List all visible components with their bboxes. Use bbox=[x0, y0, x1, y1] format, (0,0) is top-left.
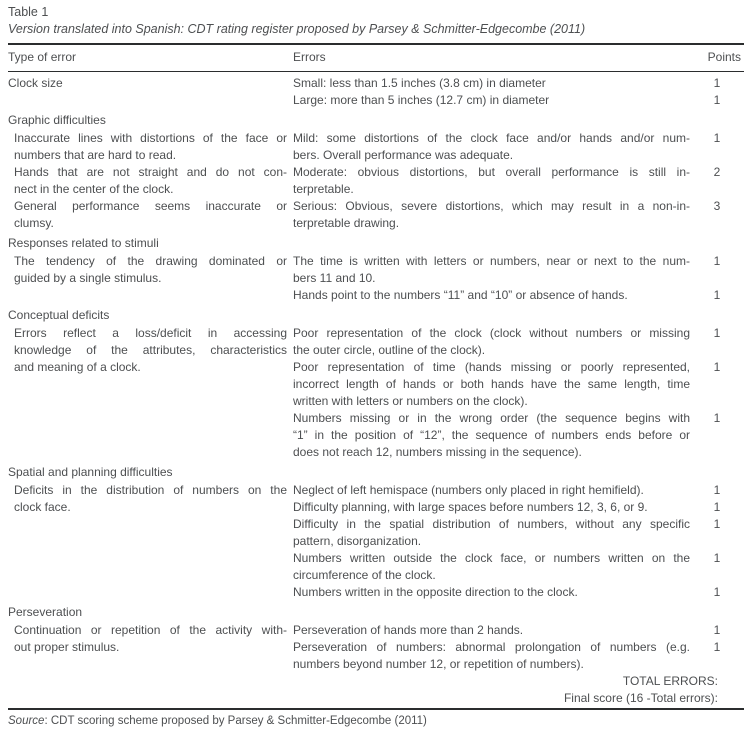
section-columns bbox=[8, 75, 744, 109]
source-label: Source bbox=[8, 715, 45, 727]
error-line: does not reach 12, numbers missing in the sequence). bbox=[293, 445, 582, 459]
error-text bbox=[293, 198, 690, 232]
error-text bbox=[293, 130, 690, 164]
points-value: 1 bbox=[713, 360, 721, 374]
type-description-line: knowledge of the attributes, characteristics bbox=[14, 343, 287, 357]
points-value: 1 bbox=[713, 254, 721, 268]
error-row bbox=[293, 499, 744, 516]
error-row bbox=[293, 482, 744, 499]
error-line: circumference of the clock. bbox=[293, 568, 436, 582]
error-line: written with letters or numbers on the clock). bbox=[293, 394, 528, 408]
points-value: 1 bbox=[713, 93, 721, 107]
column-header-type-of-error: Type of error bbox=[8, 50, 77, 64]
error-text bbox=[293, 516, 690, 550]
error-text bbox=[293, 92, 690, 109]
error-line: Difficulty in the spatial distribution of numbers, without any specific bbox=[293, 517, 690, 531]
final-score-row: Final score (16 -Total errors): bbox=[563, 691, 718, 705]
type-description-line: guided by a single stimulus. bbox=[14, 271, 162, 285]
error-line: Difficulty planning, with large spaces before numbers 12, 3, 6, or 9. bbox=[293, 500, 648, 514]
section-title: Responses related to stimuli bbox=[8, 236, 159, 250]
error-text bbox=[293, 287, 690, 304]
error-line: Perseveration of hands more than 2 hands. bbox=[293, 623, 524, 637]
points-value: 2 bbox=[713, 165, 721, 179]
error-line: Numbers written in the opposite direction to the clock. bbox=[293, 585, 578, 599]
section-spatial-and-planning-difficulties bbox=[8, 464, 744, 601]
error-line: bers 11 and 10. bbox=[293, 271, 376, 285]
error-row bbox=[293, 164, 744, 198]
type-description-line: out proper stimulus. bbox=[14, 640, 120, 654]
error-row bbox=[293, 198, 744, 232]
error-line: Small: less than 1.5 inches (3.8 cm) in diameter bbox=[293, 76, 546, 90]
section-title: Conceptual deficits bbox=[8, 308, 110, 322]
error-row bbox=[293, 253, 744, 287]
type-description-line: numbers that are hard to read. bbox=[14, 148, 177, 162]
error-row bbox=[293, 550, 744, 584]
error-line: terpretable. bbox=[293, 182, 354, 196]
table-header-row bbox=[8, 45, 744, 72]
column-header-points: Points bbox=[707, 50, 741, 64]
type-of-error-cell bbox=[8, 75, 287, 109]
type-description-line: clumsy. bbox=[14, 216, 54, 230]
error-text bbox=[293, 639, 690, 673]
error-line: Numbers written outside the clock face, or numbers written on the bbox=[293, 551, 690, 565]
error-row bbox=[293, 75, 744, 92]
points-value: 1 bbox=[713, 483, 721, 497]
error-text bbox=[293, 584, 690, 601]
error-line: incorrect length of hands or both hands have the same length, time bbox=[293, 377, 690, 391]
error-row bbox=[293, 639, 744, 673]
errors-cell-group bbox=[293, 622, 744, 673]
error-line: bers. Overall performance was adequate. bbox=[293, 148, 514, 162]
error-text bbox=[293, 359, 690, 410]
section-columns bbox=[8, 482, 744, 601]
error-row bbox=[293, 325, 744, 359]
section-perseveration bbox=[8, 604, 744, 673]
section-conceptual-deficits bbox=[8, 307, 744, 461]
type-of-error-cell bbox=[8, 622, 287, 673]
type-description-line: Errors reflect a loss/deficit in accessing bbox=[14, 326, 287, 340]
section-graphic-difficulties bbox=[8, 112, 744, 232]
error-row bbox=[293, 410, 744, 461]
section-columns bbox=[8, 253, 744, 304]
error-line: Numbers missing or in the wrong order (the sequence begins with bbox=[293, 411, 690, 425]
type-of-error-cell bbox=[8, 325, 287, 461]
error-line: Perseveration of numbers: abnormal prolongation of numbers (e.g. bbox=[293, 640, 690, 654]
error-row bbox=[293, 92, 744, 109]
error-line: Neglect of left hemispace (numbers only placed in right hemifield). bbox=[293, 483, 644, 497]
points-value: 1 bbox=[713, 517, 721, 531]
error-line: Mild: some distortions of the clock face and/or hands and/or num- bbox=[293, 131, 690, 145]
error-text bbox=[293, 410, 690, 461]
section-columns bbox=[8, 325, 744, 461]
section-title: Spatial and planning difficulties bbox=[8, 465, 173, 479]
table-number: Table 1 bbox=[8, 5, 49, 19]
errors-cell-group bbox=[293, 75, 744, 109]
error-line: pattern, disorganization. bbox=[293, 534, 422, 548]
errors-cell-group bbox=[293, 130, 744, 232]
type-of-error-cell bbox=[8, 482, 287, 601]
error-line: “1” in the position of “12”, the sequence of numbers ends before or bbox=[293, 428, 690, 442]
type-description-line: Hands that are not straight and do not con- bbox=[14, 165, 287, 179]
points-value: 1 bbox=[713, 551, 721, 565]
cdt-rating-table bbox=[8, 43, 744, 710]
error-line: the outer circle, outline of the clock). bbox=[293, 343, 486, 357]
type-description-line: clock face. bbox=[14, 500, 71, 514]
type-of-error-cell bbox=[8, 130, 287, 232]
error-text bbox=[293, 482, 690, 499]
points-value: 1 bbox=[713, 131, 721, 145]
error-line: numbers beyond number 12, or repetition of numbers). bbox=[293, 657, 584, 671]
points-value: 1 bbox=[713, 326, 721, 340]
table-body bbox=[8, 72, 744, 673]
errors-cell-group bbox=[293, 482, 744, 601]
error-row bbox=[293, 584, 744, 601]
error-line: Moderate: obvious distortions, but overall performance is still in- bbox=[293, 165, 690, 179]
points-value: 3 bbox=[713, 199, 721, 213]
section-columns bbox=[8, 130, 744, 232]
points-value: 1 bbox=[713, 640, 721, 654]
error-text bbox=[293, 75, 690, 92]
error-row bbox=[293, 622, 744, 639]
table-footer bbox=[8, 673, 744, 710]
error-line: Poor representation of time (hands missing or poorly represented, bbox=[293, 360, 690, 374]
errors-cell-group bbox=[293, 325, 744, 461]
type-description-line: Deficits in the distribution of numbers on the bbox=[14, 483, 287, 497]
table-caption: Version translated into Spanish: CDT rating register proposed by Parsey & Schmitter-Edgecombe (2011) bbox=[8, 22, 586, 36]
type-description-line: nect in the center of the clock. bbox=[14, 182, 174, 196]
error-row bbox=[293, 516, 744, 550]
error-text bbox=[293, 253, 690, 287]
error-text bbox=[293, 164, 690, 198]
type-description-line: and meaning of a clock. bbox=[14, 360, 141, 374]
points-value: 1 bbox=[713, 585, 721, 599]
error-row bbox=[293, 359, 744, 410]
error-line: terpretable drawing. bbox=[293, 216, 400, 230]
total-errors-row: TOTAL ERRORS: bbox=[622, 674, 718, 688]
type-description-line: Continuation or repetition of the activity with- bbox=[14, 623, 287, 637]
type-description-line: Inaccurate lines with distortions of the face or bbox=[14, 131, 287, 145]
points-value: 1 bbox=[713, 623, 721, 637]
points-value: 1 bbox=[713, 288, 721, 302]
points-value: 1 bbox=[713, 411, 721, 425]
points-value: 1 bbox=[713, 500, 721, 514]
type-description-line: The tendency of the drawing dominated or bbox=[14, 254, 287, 268]
error-text bbox=[293, 550, 690, 584]
section-title: Graphic difficulties bbox=[8, 113, 106, 127]
type-description-line: General performance seems inaccurate or bbox=[14, 199, 287, 213]
error-text bbox=[293, 325, 690, 359]
error-line: Hands point to the numbers “11” and “10” or absence of hands. bbox=[293, 288, 628, 302]
section-clock-size bbox=[8, 75, 744, 109]
source-text: : CDT scoring scheme proposed by Parsey & Schmitter-Edgecombe (2011) bbox=[44, 715, 427, 727]
section-title: Perseveration bbox=[8, 605, 83, 619]
error-line: Poor representation of the clock (clock without numbers or missing bbox=[293, 326, 690, 340]
error-row bbox=[293, 130, 744, 164]
error-line: Large: more than 5 inches (12.7 cm) in diameter bbox=[293, 93, 550, 107]
errors-cell-group bbox=[293, 253, 744, 304]
section-responses-related-to-stimuli bbox=[8, 235, 744, 304]
source-note bbox=[8, 710, 744, 729]
error-line: Serious: Obvious, severe distortions, which may result in a non-in- bbox=[293, 199, 690, 213]
column-header-errors: Errors bbox=[293, 50, 326, 64]
section-columns bbox=[8, 622, 744, 673]
error-text bbox=[293, 499, 690, 516]
error-text bbox=[293, 622, 690, 639]
points-value: 1 bbox=[713, 76, 721, 90]
error-row bbox=[293, 287, 744, 304]
section-title: Clock size bbox=[8, 76, 63, 90]
type-of-error-cell bbox=[8, 253, 287, 304]
error-line: The time is written with letters or numbers, near or next to the num- bbox=[293, 254, 690, 268]
